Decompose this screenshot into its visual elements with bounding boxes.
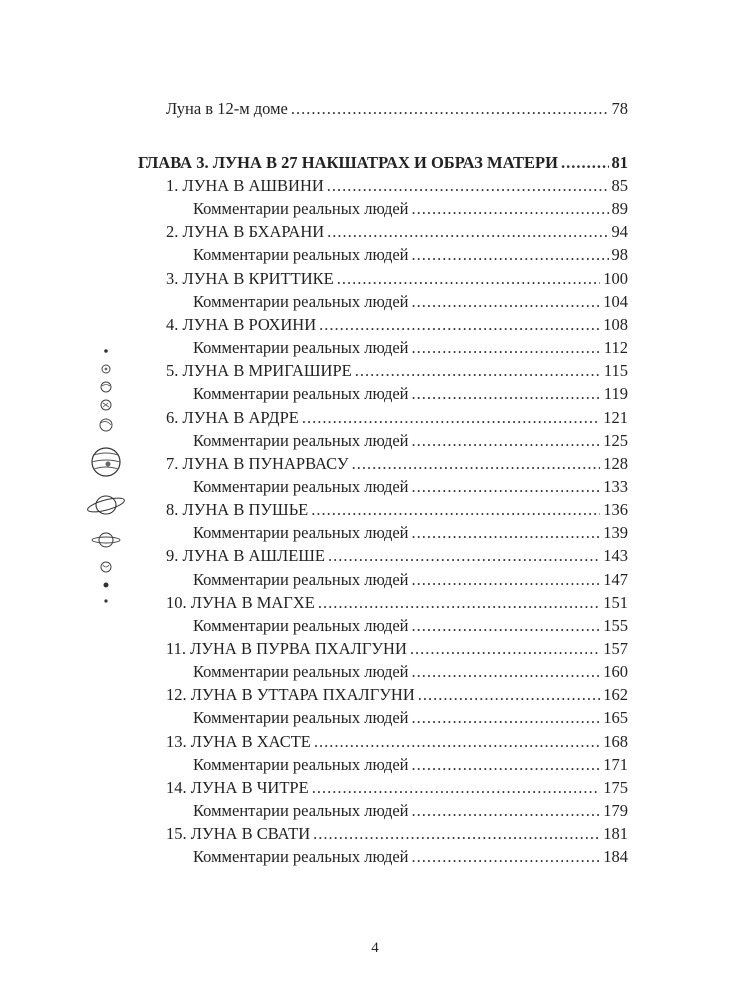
toc-leader-dots [412, 570, 601, 590]
toc-section-entry[interactable] [166, 222, 628, 242]
toc-comment-page: 165 [603, 708, 628, 728]
toc-comment-entry[interactable] [193, 708, 628, 728]
toc-section-page: 128 [603, 453, 628, 473]
toc-comment-page: 119 [603, 384, 628, 404]
toc-section-entry[interactable] [166, 500, 628, 520]
toc-section-page: 157 [603, 639, 628, 658]
toc-section-page: 143 [603, 546, 628, 566]
toc-section-page: 100 [603, 268, 628, 288]
planet-uranus-icon [99, 533, 113, 547]
toc-comment-entry[interactable] [193, 662, 628, 682]
toc-leader-dots [412, 338, 601, 358]
toc-leader-dots [561, 153, 609, 173]
toc-comment-page: 89 [611, 199, 628, 219]
toc-section-page: 136 [603, 500, 628, 520]
toc-comment-entry[interactable] [193, 292, 628, 312]
toc-leader-dots [412, 801, 601, 821]
toc-comment-entry[interactable] [193, 570, 628, 590]
toc-section-entry[interactable] [166, 176, 628, 196]
toc-comment-page: 147 [603, 569, 628, 589]
toc-leader-dots [412, 384, 601, 404]
toc-leader-dots [412, 662, 601, 682]
toc-leader-dots [355, 361, 601, 381]
planet-pluto-icon [104, 583, 109, 588]
solar-system-planets-icon [86, 345, 126, 615]
toc-comment-page: 155 [603, 615, 628, 635]
toc-section-entry[interactable] [166, 361, 628, 381]
toc-leader-dots [412, 292, 601, 312]
toc-comment-label: Комментарии реальных людей [193, 847, 409, 867]
toc-section-label: 3. ЛУНА В КРИТТИКЕ [166, 268, 334, 288]
toc-comment-entry[interactable] [193, 431, 628, 451]
toc-entry-moon-12th-house[interactable] [166, 99, 628, 119]
toc-comment-entry[interactable] [193, 477, 628, 497]
toc-section-entry[interactable] [166, 454, 628, 474]
toc-leader-dots [412, 245, 609, 265]
toc-section-page: 108 [603, 314, 628, 334]
toc-comment-page: 125 [603, 430, 628, 450]
toc-section-page: 94 [611, 222, 628, 242]
toc-section-entry[interactable] [166, 408, 628, 428]
toc-section-entry[interactable] [166, 732, 628, 752]
toc-section-label: 8. ЛУНА В ПУШЬЕ [166, 500, 309, 520]
toc-leader-dots [418, 685, 601, 705]
planet-dot-icon [104, 349, 108, 353]
toc-comment-page: 98 [611, 245, 628, 265]
toc-section-label: 9. ЛУНА В АШЛЕШЕ [166, 546, 326, 566]
toc-section-page: 181 [603, 824, 628, 844]
toc-leader-dots [412, 199, 609, 219]
toc-section-label: 14. ЛУНА В ЧИТРЕ [166, 777, 309, 797]
toc-section-entry[interactable] [166, 639, 628, 659]
toc-leader-dots [313, 824, 600, 844]
toc-leader-dots [319, 315, 600, 335]
toc-leader-dots [302, 408, 600, 428]
toc-leader-dots [412, 523, 601, 543]
toc-leader-dots [412, 755, 601, 775]
toc-comment-page: 160 [603, 662, 628, 682]
toc-comment-page: 171 [603, 754, 628, 774]
toc-section-entry[interactable] [166, 824, 628, 844]
toc-comment-entry[interactable] [193, 801, 628, 821]
toc-section-label: 1. ЛУНА В АШВИНИ [166, 176, 324, 195]
toc-comment-entry[interactable] [193, 338, 628, 358]
toc-comment-page: 112 [603, 338, 628, 358]
toc-entry-page: 78 [611, 99, 628, 118]
toc-section-label: 10. ЛУНА В МАГХЕ [166, 592, 315, 612]
toc-section-label: 5. ЛУНА В МРИГАШИРЕ [166, 361, 352, 381]
toc-leader-dots [328, 546, 600, 566]
toc-leader-dots [314, 732, 600, 752]
toc-section-page: 121 [603, 407, 628, 427]
toc-comment-label: Комментарии реальных людей [193, 708, 409, 728]
toc-comment-label: Комментарии реальных людей [193, 754, 409, 774]
toc-section-page: 162 [603, 685, 628, 705]
toc-comment-label: Комментарии реальных людей [193, 801, 409, 821]
toc-section-label: 12. ЛУНА В УТТАРА ПХАЛГУНИ [166, 685, 415, 705]
toc-comment-label: Комментарии реальных людей [193, 662, 409, 682]
toc-section-label: 4. ЛУНА В РОХИНИ [166, 314, 317, 334]
toc-comment-label: Комментарии реальных людей [193, 291, 409, 311]
toc-comment-label: Комментарии реальных людей [193, 523, 409, 543]
toc-section-page: 115 [603, 361, 628, 381]
planet-jupiter-icon [92, 448, 120, 476]
toc-section-label: 11. ЛУНА В ПУРВА ПХАЛГУНИ [166, 639, 407, 658]
planet-mars-icon [100, 419, 112, 431]
toc-comment-entry[interactable] [193, 523, 628, 543]
toc-leader-dots [312, 778, 601, 798]
toc-comment-entry[interactable] [193, 199, 628, 219]
toc-section-label: 7. ЛУНА В ПУНАРВАСУ [166, 453, 349, 473]
toc-leader-dots [327, 222, 608, 242]
toc-section-label: 13. ЛУНА В ХАСТЕ [166, 731, 311, 751]
toc-section-label: 2. ЛУНА В БХАРАНИ [166, 222, 325, 242]
toc-leader-dots [412, 708, 601, 728]
toc-comment-label: Комментарии реальных людей [193, 245, 409, 265]
toc-chapter-label: ГЛАВА 3. ЛУНА В 27 НАКШАТРАХ И ОБРАЗ МАТЕРИ [138, 153, 558, 172]
toc-leader-dots [412, 431, 601, 451]
toc-section-entry[interactable] [166, 685, 628, 705]
toc-section-page: 175 [603, 777, 628, 797]
toc-comment-entry[interactable] [193, 384, 628, 404]
toc-comment-label: Комментарии реальных людей [193, 430, 409, 450]
toc-comment-page: 104 [603, 291, 628, 311]
toc-leader-dots [352, 454, 601, 474]
toc-section-label: 15. ЛУНА В СВАТИ [166, 824, 311, 844]
toc-chapter-page: 81 [611, 153, 628, 172]
toc-comment-page: 139 [603, 523, 628, 543]
toc-comment-label: Комментарии реальных людей [193, 615, 409, 635]
toc-leader-dots [311, 500, 600, 520]
toc-leader-dots [318, 593, 600, 613]
toc-leader-dots [412, 477, 601, 497]
toc-comment-entry[interactable] [193, 755, 628, 775]
toc-section-page: 85 [611, 176, 628, 195]
toc-comment-page: 133 [603, 476, 628, 496]
toc-leader-dots [327, 176, 609, 196]
toc-section-page: 168 [603, 731, 628, 751]
toc-section-entry[interactable] [166, 269, 628, 289]
planet-venus-icon [101, 382, 111, 392]
planet-dot-icon [104, 599, 107, 602]
toc-comment-label: Комментарии реальных людей [193, 384, 409, 404]
toc-comment-label: Комментарии реальных людей [193, 199, 409, 219]
toc-section-entry[interactable] [166, 315, 628, 335]
toc-comment-label: Комментарии реальных людей [193, 476, 409, 496]
toc-chapter-3[interactable] [138, 153, 628, 173]
toc-comment-label: Комментарии реальных людей [193, 338, 409, 358]
toc-section-label: 6. ЛУНА В АРДРЕ [166, 407, 299, 427]
toc-section-page: 151 [603, 592, 628, 612]
toc-section-entry[interactable] [166, 546, 628, 566]
toc-leader-dots [412, 847, 601, 867]
toc-comment-page: 184 [603, 847, 628, 867]
toc-section-entry[interactable] [166, 593, 628, 613]
toc-leader-dots [410, 639, 600, 659]
toc-leader-dots [337, 269, 601, 289]
toc-leader-dots [291, 99, 609, 119]
toc-leader-dots [412, 616, 601, 636]
toc-entry-label: Луна в 12-м доме [166, 99, 288, 118]
toc-comment-entry[interactable] [193, 847, 628, 867]
toc-comment-entry[interactable] [193, 616, 628, 636]
toc-comment-label: Комментарии реальных людей [193, 569, 409, 589]
toc-comment-entry[interactable] [193, 245, 628, 265]
toc-section-entry[interactable] [166, 778, 628, 798]
page-number: 4 [371, 940, 379, 956]
toc-comment-page: 179 [603, 801, 628, 821]
